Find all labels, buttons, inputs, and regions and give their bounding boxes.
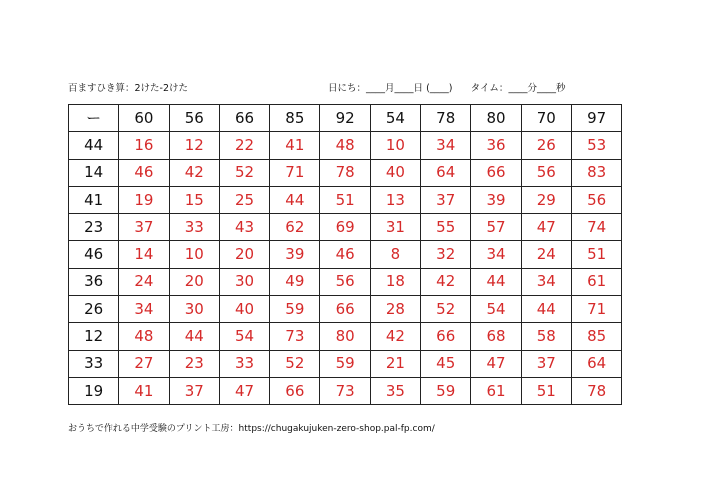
answer-cell: 78 [571, 377, 621, 404]
grid-row [69, 377, 622, 404]
answer-cell: 31 [370, 214, 420, 241]
grid-row [69, 296, 622, 323]
grid-row [69, 323, 622, 350]
answer-cell: 45 [421, 350, 471, 377]
answer-cell: 61 [471, 377, 521, 404]
answer-cell: 25 [219, 186, 269, 213]
answer-cell: 44 [169, 323, 219, 350]
answer-cell: 26 [521, 132, 571, 159]
answer-cell: 66 [320, 296, 370, 323]
answer-cell: 8 [370, 241, 420, 268]
answer-cell: 23 [169, 350, 219, 377]
time-label: タイム： [470, 83, 509, 94]
answer-cell: 51 [320, 186, 370, 213]
answer-cell: 62 [270, 214, 320, 241]
answer-cell: 35 [370, 377, 420, 404]
worksheet-title: 百ますひき算：2けた-2けた [68, 83, 189, 94]
answer-cell: 16 [119, 132, 169, 159]
answer-cell: 30 [169, 296, 219, 323]
answer-cell: 73 [270, 323, 320, 350]
month-blank: ____ [366, 83, 386, 94]
top-number-cell: 80 [471, 105, 521, 132]
answer-cell: 44 [521, 296, 571, 323]
answer-cell: 59 [270, 296, 320, 323]
minute-label: 分 [527, 83, 537, 94]
answer-cell: 24 [119, 268, 169, 295]
answer-cell: 78 [320, 159, 370, 186]
answer-cell: 33 [219, 350, 269, 377]
answer-cell: 18 [370, 268, 420, 295]
top-number-cell: 56 [169, 105, 219, 132]
left-number-cell: 19 [69, 377, 119, 404]
answer-cell: 58 [521, 323, 571, 350]
answer-cell: 19 [119, 186, 169, 213]
left-number-cell: 33 [69, 350, 119, 377]
grid-row [69, 159, 622, 186]
answer-cell: 34 [421, 132, 471, 159]
answer-cell: 29 [521, 186, 571, 213]
answer-cell: 20 [219, 241, 269, 268]
top-number-cell: 66 [219, 105, 269, 132]
grid-row [69, 132, 622, 159]
answer-cell: 47 [521, 214, 571, 241]
answer-cell: 42 [370, 323, 420, 350]
answer-cell: 10 [370, 132, 420, 159]
answer-cell: 55 [421, 214, 471, 241]
answer-cell: 51 [571, 241, 621, 268]
answer-cell: 41 [270, 132, 320, 159]
answer-cell: 33 [169, 214, 219, 241]
answer-cell: 49 [270, 268, 320, 295]
answer-cell: 83 [571, 159, 621, 186]
answer-cell: 57 [471, 214, 521, 241]
answer-cell: 44 [270, 186, 320, 213]
weekday-blank: ____ [429, 83, 449, 94]
grid-header-row [69, 105, 622, 132]
answer-cell: 71 [270, 159, 320, 186]
answer-cell: 46 [320, 241, 370, 268]
answer-cell: 43 [219, 214, 269, 241]
top-number-cell: 54 [370, 105, 420, 132]
answer-cell: 27 [119, 350, 169, 377]
grid-row [69, 214, 622, 241]
answer-cell: 36 [471, 132, 521, 159]
answer-cell: 15 [169, 186, 219, 213]
answer-cell: 56 [320, 268, 370, 295]
answer-cell: 34 [471, 241, 521, 268]
answer-cell: 12 [169, 132, 219, 159]
answer-cell: 13 [370, 186, 420, 213]
answer-cell: 66 [421, 323, 471, 350]
left-number-cell: 46 [69, 241, 119, 268]
answer-cell: 22 [219, 132, 269, 159]
answer-cell: 30 [219, 268, 269, 295]
grid-row [69, 186, 622, 213]
answer-cell: 37 [521, 350, 571, 377]
answer-cell: 61 [571, 268, 621, 295]
answer-cell: 64 [421, 159, 471, 186]
day-label: 日 [413, 83, 424, 94]
answer-cell: 14 [119, 241, 169, 268]
answer-cell: 28 [370, 296, 420, 323]
answer-cell: 32 [421, 241, 471, 268]
top-number-cell: 60 [119, 105, 169, 132]
subtraction-grid [68, 104, 622, 405]
answer-cell: 73 [320, 377, 370, 404]
answer-cell: 59 [320, 350, 370, 377]
answer-cell: 59 [421, 377, 471, 404]
answer-cell: 39 [270, 241, 320, 268]
left-number-cell: 14 [69, 159, 119, 186]
grid-row [69, 241, 622, 268]
header-fields [328, 80, 565, 94]
answer-cell: 53 [571, 132, 621, 159]
answer-cell: 47 [219, 377, 269, 404]
answer-cell: 52 [219, 159, 269, 186]
answer-cell: 74 [571, 214, 621, 241]
top-number-cell: 85 [270, 105, 320, 132]
left-number-cell: 44 [69, 132, 119, 159]
weekday-open: ( [423, 83, 430, 94]
operator-cell: ー [69, 105, 119, 132]
top-number-cell: 78 [421, 105, 471, 132]
left-number-cell: 23 [69, 214, 119, 241]
answer-cell: 24 [521, 241, 571, 268]
top-number-cell: 92 [320, 105, 370, 132]
answer-cell: 44 [471, 268, 521, 295]
answer-cell: 10 [169, 241, 219, 268]
answer-cell: 71 [571, 296, 621, 323]
answer-cell: 42 [169, 159, 219, 186]
minute-blank: ____ [508, 83, 528, 94]
answer-cell: 40 [219, 296, 269, 323]
answer-cell: 54 [219, 323, 269, 350]
answer-cell: 69 [320, 214, 370, 241]
answer-cell: 34 [119, 296, 169, 323]
answer-cell: 20 [169, 268, 219, 295]
answer-cell: 47 [471, 350, 521, 377]
left-number-cell: 41 [69, 186, 119, 213]
second-label: 秒 [555, 83, 566, 94]
answer-cell: 39 [471, 186, 521, 213]
answer-cell: 66 [471, 159, 521, 186]
second-blank: ____ [536, 83, 556, 94]
top-number-cell: 70 [521, 105, 571, 132]
month-label: 月 [385, 83, 395, 94]
answer-cell: 40 [370, 159, 420, 186]
day-blank: ____ [394, 83, 414, 94]
answer-cell: 54 [471, 296, 521, 323]
grid-row [69, 350, 622, 377]
answer-cell: 64 [571, 350, 621, 377]
answer-cell: 37 [421, 186, 471, 213]
date-label: 日にち： [328, 83, 367, 94]
answer-cell: 48 [320, 132, 370, 159]
answer-cell: 34 [521, 268, 571, 295]
weekday-close: ) [448, 83, 453, 94]
answer-cell: 85 [571, 323, 621, 350]
answer-cell: 52 [270, 350, 320, 377]
answer-cell: 66 [270, 377, 320, 404]
top-number-cell: 97 [571, 105, 621, 132]
grid-row [69, 268, 622, 295]
left-number-cell: 12 [69, 323, 119, 350]
answer-cell: 56 [521, 159, 571, 186]
answer-cell: 21 [370, 350, 420, 377]
answer-cell: 42 [421, 268, 471, 295]
answer-cell: 68 [471, 323, 521, 350]
answer-cell: 37 [169, 377, 219, 404]
answer-cell: 52 [421, 296, 471, 323]
answer-cell: 80 [320, 323, 370, 350]
left-number-cell: 26 [69, 296, 119, 323]
answer-cell: 56 [571, 186, 621, 213]
answer-cell: 48 [119, 323, 169, 350]
answer-cell: 51 [521, 377, 571, 404]
left-number-cell: 36 [69, 268, 119, 295]
footer-credit: おうちで作れる中学受験のプリント工房：https://chugakujuken-zero-shop.pal-fp.com/ [68, 424, 435, 434]
answer-cell: 37 [119, 214, 169, 241]
answer-cell: 46 [119, 159, 169, 186]
answer-cell: 41 [119, 377, 169, 404]
